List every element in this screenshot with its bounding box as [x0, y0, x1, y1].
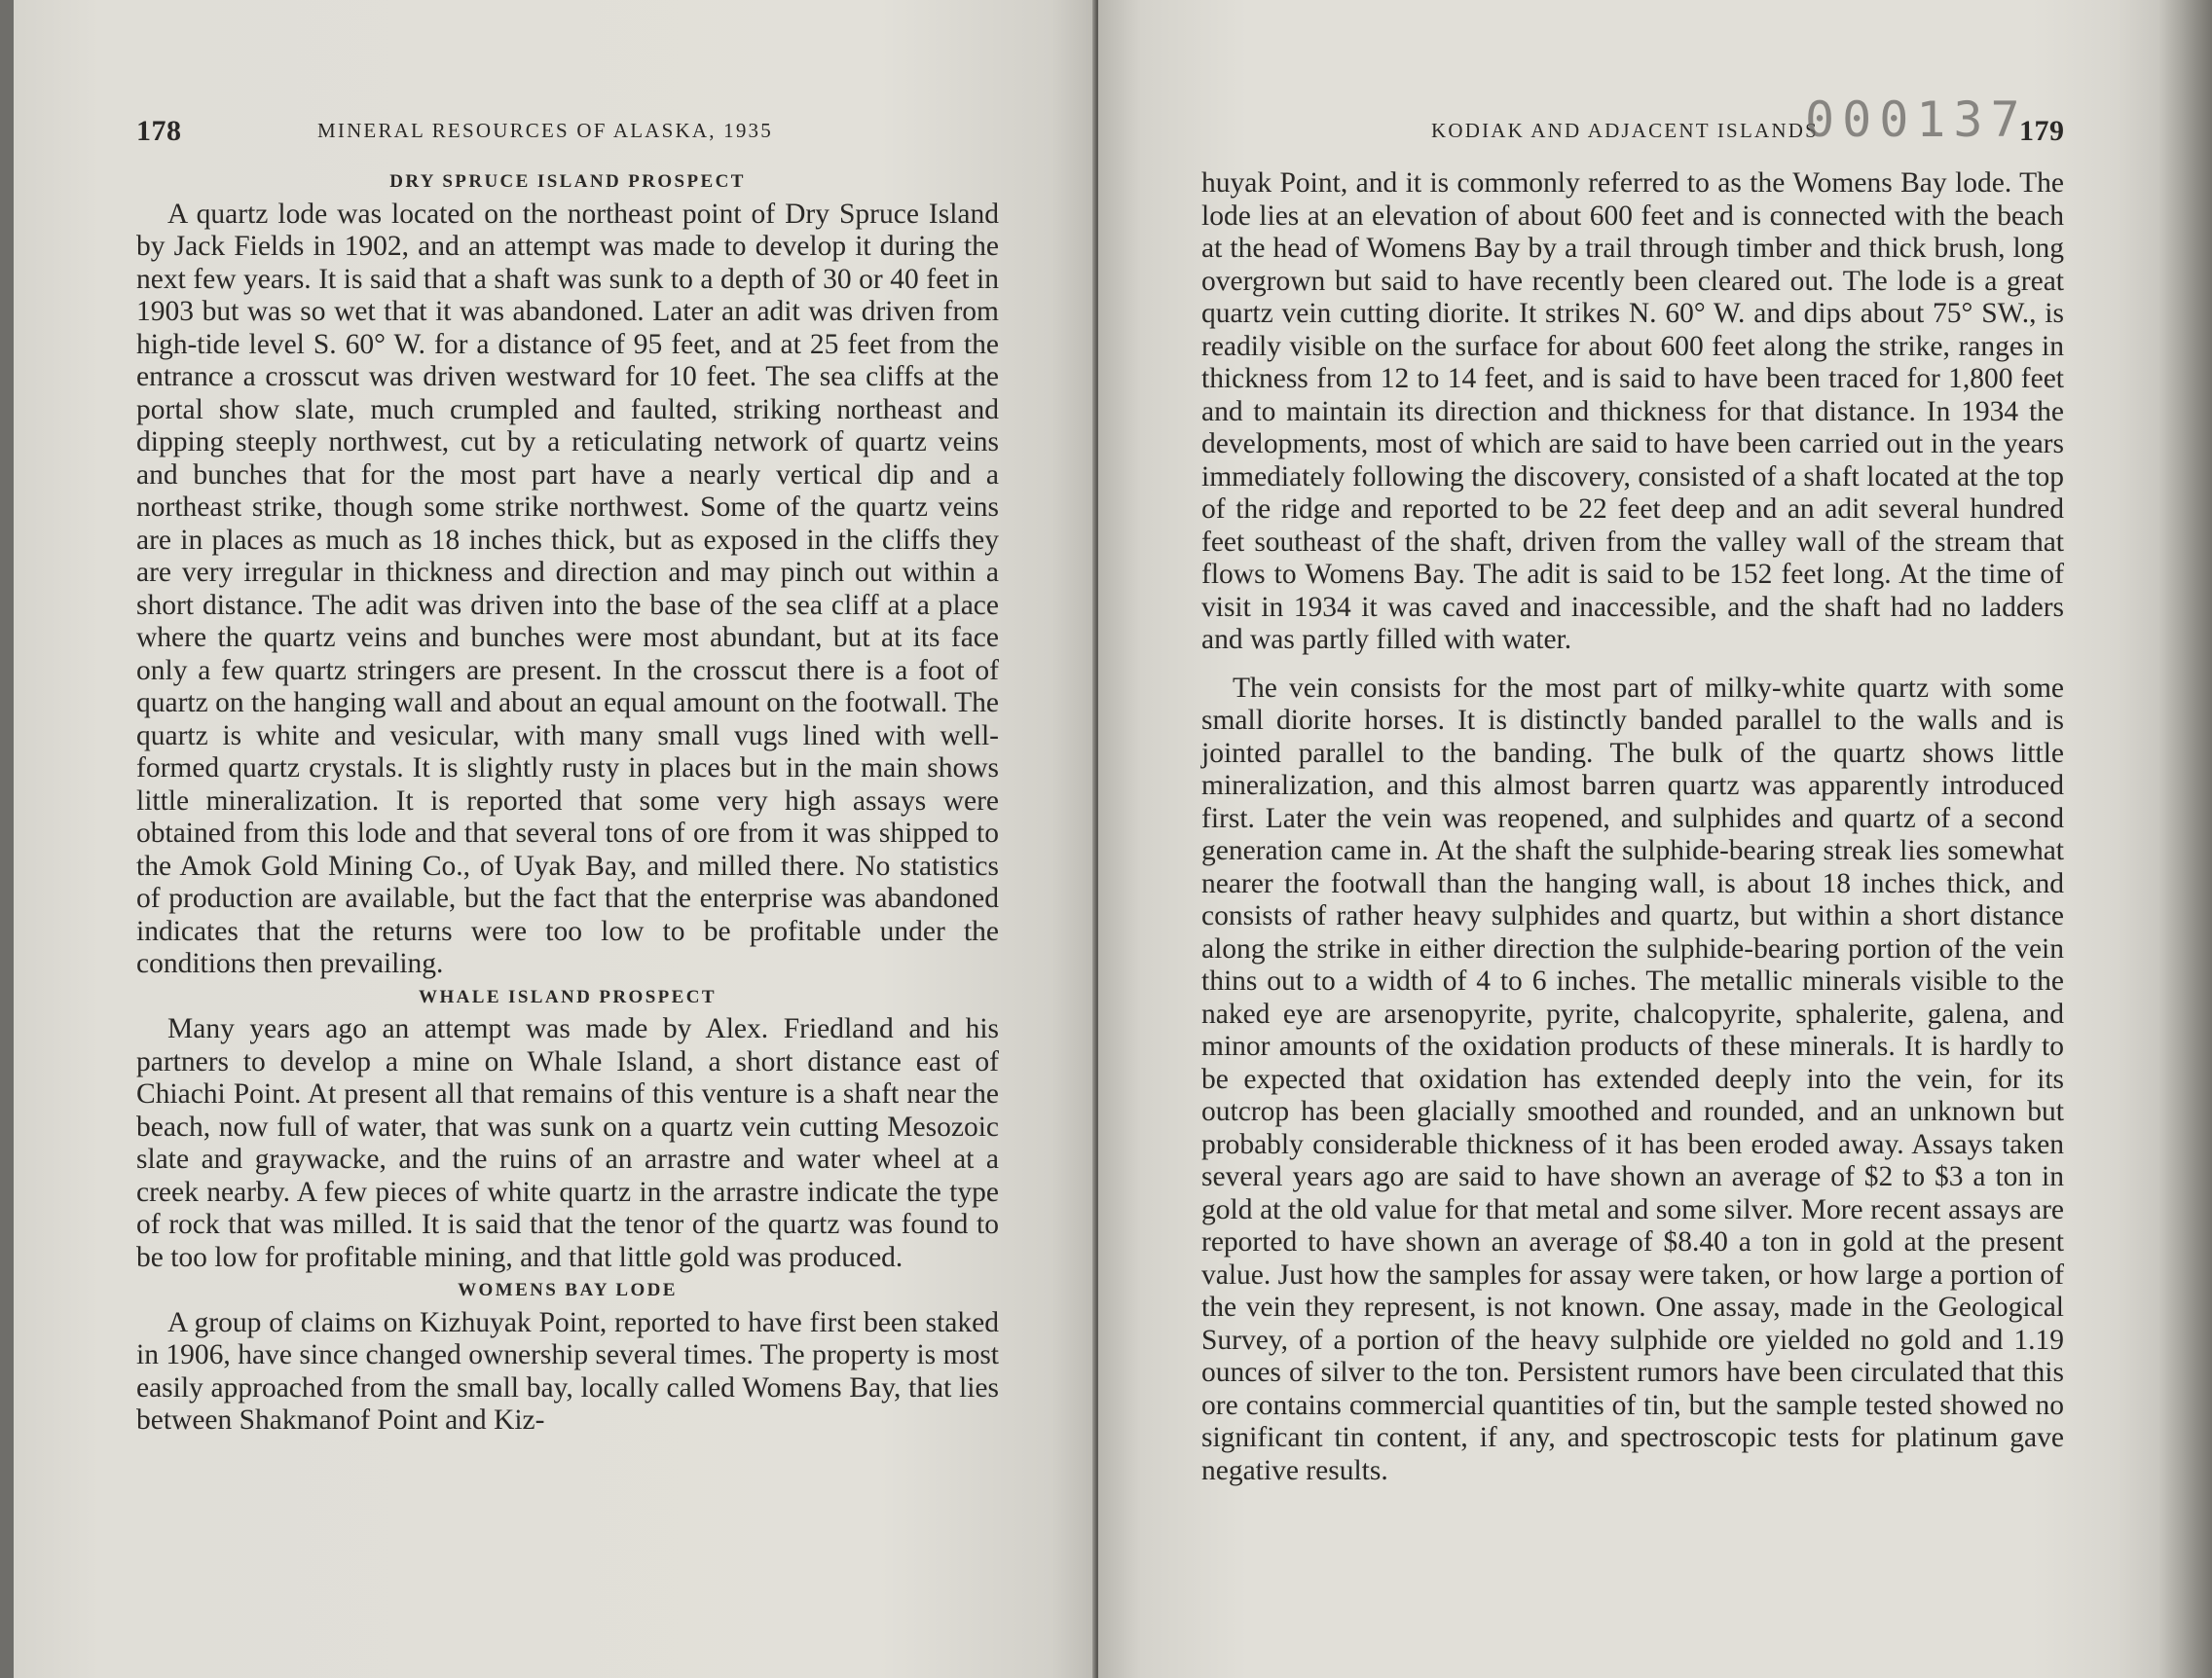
left-running-head: MINERAL RESOURCES OF ALASKA, 1935: [317, 119, 773, 142]
archive-stamp: 000137: [1805, 91, 2028, 148]
body-paragraph: huyak Point, and it is commonly referred to as the Womens Bay lode. The lode lies at an elevation of about 600 feet and is connected with the beach at the head of Womens Bay by a trail through timber and thick brush, long overgrown but said to have recently been cleared out. The lode is a great quartz vein cutting diorite. It strikes N. 60° W. and dips about 75° SW., is readily visible on the surface for about 600 feet along the strike, ranges in thickness from 12 to 14 feet, and is said to have been traced for 1,800 feet and to maintain its direction and thickness for that distance. In 1934 the developments, most of which are said to have been carried out in the years immediately following the discovery, consisted of a shaft located at the top of the ridge and reported to be 22 feet deep and an adit several hundred feet southeast of the shaft, driven from the valley wall of the stream that flows to Womens Bay. The adit is said to be 152 feet long. At the time of visit in 1934 it was caved and inaccessible, and the shaft had no ladders and was partly filled with water.: [1201, 167, 2064, 655]
body-paragraph: A quartz lode was located on the northeast point of Dry Spruce Island by Jack Fields in 1902, and an attempt was made to develop it during the next few years. It is said that a shaft was sunk to a depth of 30 or 40 feet in 1903 but was so wet that it was abandoned. Later an adit was driven from high-tide level S. 60° W. for a distance of 95 feet, and at 25 feet from the entrance a crosscut was driven westward for 10 feet. The sea cliffs at the portal show slate, much crumpled and faulted, striking northeast and dipping steeply northwest, cut by a reticulating network of quartz veins and bunches that for the most part have a nearly vertical dip and a northeast strike, though some strike northwest. Some of the quartz veins are in places as much as 18 inches thick, but as exposed in the cliffs they are very irregular in thickness and direction and may pinch out within a short distance. The adit was driven into the base of the sea cliff at a place where the quartz veins and bunches were most abundant, but at its face only a few quartz stringers are present. In the crosscut there is a foot of quartz on the hanging wall and about an equal amount on the footwall. The quartz is white and vesicular, with many small vugs lined with well-formed quartz crystals. It is slightly rusty in places but in the main shows little mineralization. It is reported that some very high assays were obtained from this lode and that several tons of ore from it was shipped to the Amok Gold Mining Co., of Uyak Bay, and milled there. No statistics of production are available, but the fact that the enterprise was abandoned indicates that the returns were too low to be profitable under the conditions then prevailing.: [136, 198, 999, 979]
body-paragraph: Many years ago an attempt was made by Alex. Friedland and his partners to develop a mine on Whale Island, a short distance east of Chiachi Point. At present all that remains of this venture is a shaft near the beach, now full of water, that was sunk on a quartz vein cutting Mesozoic slate and graywacke, and the ruins of an arrastre and water wheel at a creek nearby. A few pieces of white quartz in the arrastre indicate the type of rock that was milled. It is said that the tenor of the quartz was found to be too low for profitable mining, and that little gold was produced.: [136, 1013, 999, 1273]
left-column: [136, 165, 999, 1438]
right-column: [1201, 167, 2064, 1487]
body-paragraph: The vein consists for the most part of milky-white quartz with some small diorite horses. It is distinctly banded parallel to the walls and is jointed parallel to the banding. The bulk of the quartz shows little mineralization, and this almost barren quartz was apparently introduced first. Later the vein was reopened, and sulphides and quartz of a second generation came in. At the shaft the sulphide-bearing streak lies somewhat nearer the footwall than the hanging wall, is about 18 inches thick, and consists of rather heavy sulphides and quartz, but within a short distance along the strike in either direction the sulphide-bearing portion of the vein thins out to a width of 4 to 6 inches. The metallic minerals visible to the naked eye are arsenopyrite, pyrite, chalcopyrite, sphalerite, galena, and minor amounts of the oxidation products of these minerals. It is hardly to be expected that oxidation has extended deeply into the vein, for its outcrop has been glacially smoothed and rounded, and an unknown but probably considerable thickness of it has been eroded away. Assays taken several years ago are said to have shown an average of $2 to $3 a ton in gold at the old value for that metal and some silver. More recent assays are reported to have shown an average of $8.40 a ton in gold at the present value. Just how the samples for assay were taken, or how large a portion of the vein they represent, is not known. One assay, made in the Geological Survey, of a portion of the heavy sulphide ore yielded no gold and 1.19 ounces of silver to the ton. Persistent rumors have been circulated that this ore contains commercial quantities of tin, but the sample tested showed no significant tin content, if any, and spectroscopic tests for platinum gave negative results.: [1201, 672, 2064, 1486]
body-paragraph: A group of claims on Kizhuyak Point, reported to have first been staked in 1906, have since changed ownership several times. The property is most easily approached from the small bay, locally called Womens Bay, that lies between Shakmanof Point and Kiz-: [136, 1306, 999, 1436]
section-heading: WHALE ISLAND PROSPECT: [419, 986, 717, 1007]
right-running-head: KODIAK AND ADJACENT ISLANDS: [1431, 119, 1819, 142]
paragraph-gap: [1201, 657, 2064, 673]
section-heading: DRY SPRUCE ISLAND PROSPECT: [389, 171, 746, 192]
page-edge: [2159, 0, 2212, 1678]
section-heading: WOMENS BAY LODE: [458, 1280, 678, 1300]
left-page-number: 178: [136, 115, 182, 147]
right-page-number: 179: [2019, 115, 2065, 147]
